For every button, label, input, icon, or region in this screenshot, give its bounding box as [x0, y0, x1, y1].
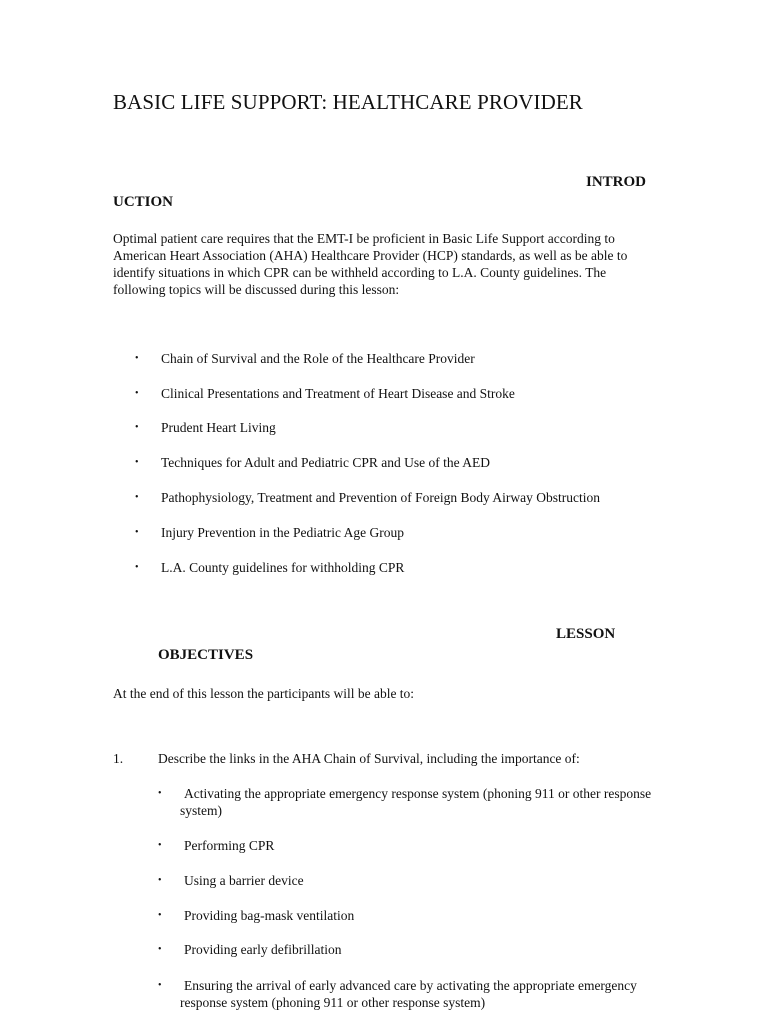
- bullet-icon: •: [158, 875, 162, 886]
- list-item: [0, 489, 768, 506]
- subitem-text: Providing early defibrillation: [184, 942, 342, 957]
- subitem-text: Ensuring the arrival of early advanced care by activating the appropriate emergency response system (phoning 911 or other response system): [180, 978, 637, 1010]
- list-item: [0, 350, 768, 367]
- bullet-icon: •: [135, 457, 139, 468]
- bullet-icon: •: [135, 422, 139, 433]
- topic-text: L.A. County guidelines for withholding CPR: [161, 560, 405, 575]
- bullet-icon: •: [158, 980, 162, 991]
- bullet-icon: •: [135, 492, 139, 503]
- bullet-icon: •: [135, 527, 139, 538]
- page-title: BASIC LIFE SUPPORT: HEALTHCARE PROVIDER: [113, 90, 583, 114]
- objectives-heading-part2: OBJECTIVES: [158, 647, 254, 663]
- topic-text: Clinical Presentations and Treatment of Heart Disease and Stroke: [161, 386, 515, 401]
- bullet-icon: •: [135, 388, 139, 399]
- list-item: [0, 419, 768, 436]
- bullet-icon: •: [158, 788, 162, 799]
- introduction-heading-part1: INTROD: [586, 174, 647, 190]
- objective-text: Describe the links in the AHA Chain of Survival, including the importance of:: [158, 751, 580, 766]
- subitem-text: Performing CPR: [184, 838, 275, 853]
- topic-text: Injury Prevention in the Pediatric Age Group: [161, 525, 404, 540]
- list-item: [0, 524, 768, 541]
- topic-text: Pathophysiology, Treatment and Prevention of Foreign Body Airway Obstruction: [161, 490, 600, 505]
- bullet-icon: •: [158, 944, 162, 955]
- topic-text: Techniques for Adult and Pediatric CPR and Use of the AED: [161, 455, 490, 470]
- list-item: [0, 559, 768, 576]
- topic-text: Chain of Survival and the Role of the Healthcare Provider: [161, 351, 475, 366]
- objective-number: 1.: [113, 751, 124, 766]
- list-item: [0, 385, 768, 402]
- bullet-icon: •: [135, 353, 139, 364]
- bullet-icon: •: [158, 840, 162, 851]
- list-item: [0, 454, 768, 471]
- introduction-paragraph: Optimal patient care requires that the EMT-I be proficient in Basic Life Support according to American Heart Association (AHA) Healthcare Provider (HCP) standards, as well as be able to identify situations in which CPR can be withheld according to L.A. County guidelines. The following topics will be discussed during this lesson:: [113, 231, 628, 297]
- objectives-intro: At the end of this lesson the participants will be able to:: [113, 686, 415, 701]
- topic-text: Prudent Heart Living: [161, 420, 276, 435]
- introduction-heading-part2: UCTION: [113, 194, 174, 210]
- bullet-icon: •: [158, 910, 162, 921]
- bullet-icon: •: [135, 562, 139, 573]
- objectives-heading-part1: LESSON: [556, 626, 616, 642]
- subitem-text: Using a barrier device: [184, 873, 304, 888]
- subitem-text: Activating the appropriate emergency response system (phoning 911 or other response system): [180, 786, 652, 818]
- subitem-text: Providing bag-mask ventilation: [184, 908, 355, 923]
